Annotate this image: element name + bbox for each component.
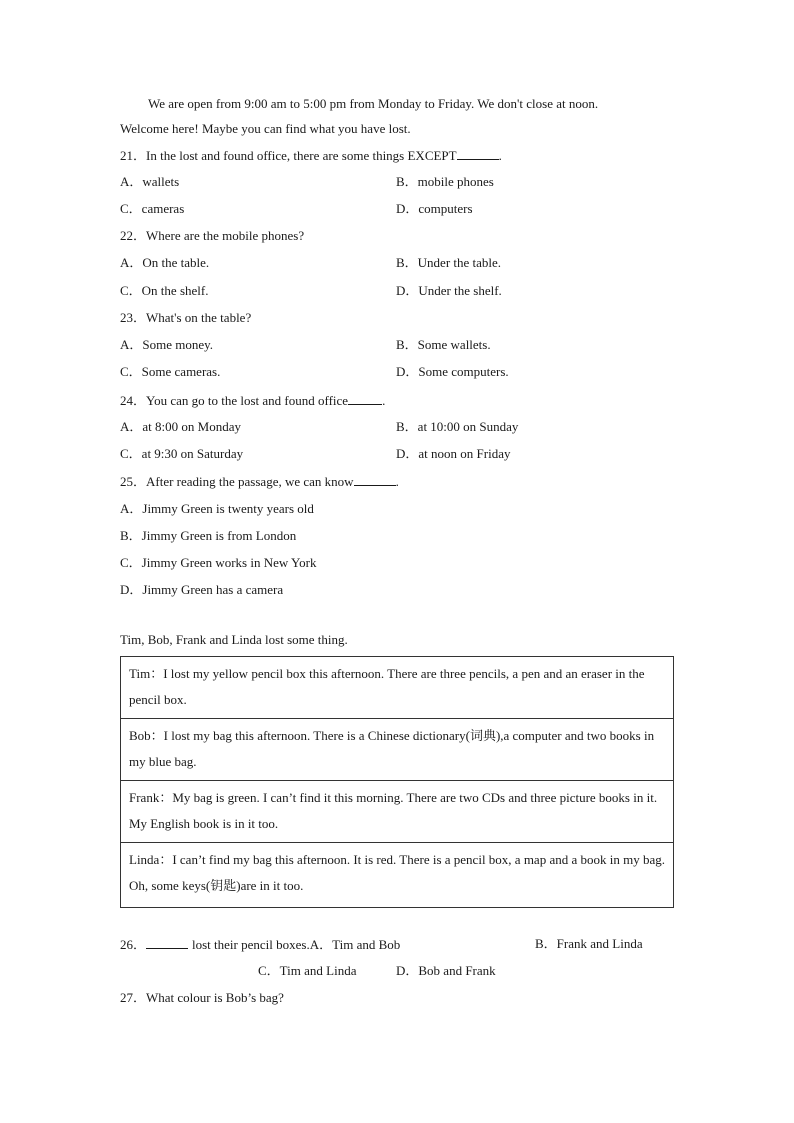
q21-option-a[interactable]: A．wallets	[120, 174, 180, 189]
question-25-stem: 25．After reading the passage, we can know	[120, 474, 354, 489]
notice-linda: Linda：I can’t find my bag this afternoon. It is red. There is a pencil box, a map and a book in my bag. Oh, some keys(钥匙)are in it too.	[121, 843, 674, 908]
question-24	[120, 392, 385, 409]
question-26	[120, 936, 400, 953]
q24-option-b[interactable]: B．at 10:00 on Sunday	[396, 419, 519, 434]
q26-option-b[interactable]: B．Frank and Linda	[535, 936, 643, 951]
notice-row-bob	[121, 719, 674, 781]
q23-option-b[interactable]: B．Some wallets.	[396, 337, 491, 352]
q21-option-c[interactable]: C．cameras	[120, 201, 185, 216]
notice-frank: Frank：My bag is green. I can’t find it this morning. There are two CDs and three picture books in it. My English book is in it too.	[121, 781, 674, 843]
intro-line-2: Welcome here! Maybe you can find what you have lost.	[120, 121, 411, 136]
question-26-stem: lost their pencil boxes.	[192, 937, 310, 952]
q25-option-d[interactable]: D．Jimmy Green has a camera	[120, 582, 284, 597]
q22-option-c[interactable]: C．On the shelf.	[120, 283, 209, 298]
q25-option-b[interactable]: B．Jimmy Green is from London	[120, 528, 297, 543]
question-27: 27．What colour is Bob’s bag?	[120, 990, 284, 1005]
q21-option-d[interactable]: D．computers	[396, 201, 473, 216]
q23-option-a[interactable]: A．Some money.	[120, 337, 214, 352]
notice-bob: Bob：I lost my bag this afternoon. There is a Chinese dictionary(词典),a computer and two books in my blue bag.	[121, 719, 674, 781]
notice-row-tim	[121, 657, 674, 719]
answer-blank-24[interactable]	[348, 392, 382, 405]
question-26-number: 26．	[120, 937, 147, 952]
q22-option-a[interactable]: A．On the table.	[120, 255, 210, 270]
question-21-end: .	[498, 148, 502, 163]
question-24-end: .	[382, 393, 386, 408]
question-25-end: .	[395, 474, 399, 489]
q22-option-d[interactable]: D．Under the shelf.	[396, 283, 502, 298]
question-24-stem: 24．You can go to the lost and found office	[120, 393, 349, 408]
q25-option-a[interactable]: A．Jimmy Green is twenty years old	[120, 501, 314, 516]
answer-blank-25[interactable]	[354, 473, 396, 486]
question-22: 22．Where are the mobile phones?	[120, 228, 305, 243]
notice-tim: Tim：I lost my yellow pencil box this afternoon. There are three pencils, a pen and an eraser in the pencil box.	[121, 657, 674, 719]
answer-blank-21[interactable]	[457, 147, 499, 160]
answer-blank-26[interactable]	[146, 936, 188, 949]
question-25	[120, 473, 399, 490]
question-21-stem: 21．In the lost and found office, there are some things EXCEPT	[120, 148, 457, 163]
q24-option-c[interactable]: C．at 9:30 on Saturday	[120, 446, 244, 461]
section2-intro: Tim, Bob, Frank and Linda lost some thing.	[120, 632, 348, 647]
question-23: 23．What's on the table?	[120, 310, 252, 325]
q23-option-c[interactable]: C．Some cameras.	[120, 364, 221, 379]
notice-row-linda	[121, 843, 674, 908]
q21-option-b[interactable]: B．mobile phones	[396, 174, 494, 189]
q26-option-c[interactable]: C．Tim and Linda	[258, 963, 357, 978]
q22-option-b[interactable]: B．Under the table.	[396, 255, 502, 270]
notice-row-frank	[121, 781, 674, 843]
q23-option-d[interactable]: D．Some computers.	[396, 364, 509, 379]
q24-option-a[interactable]: A．at 8:00 on Monday	[120, 419, 241, 434]
q24-option-d[interactable]: D．at noon on Friday	[396, 446, 511, 461]
question-21	[120, 147, 502, 164]
q26-option-d[interactable]: D．Bob and Frank	[396, 963, 496, 978]
lost-notices-table	[120, 656, 674, 908]
q26-option-a[interactable]: A．Tim and Bob	[309, 937, 401, 952]
q25-option-c[interactable]: C．Jimmy Green works in New York	[120, 555, 317, 570]
intro-line-1: We are open from 9:00 am to 5:00 pm from Monday to Friday. We don't close at noon.	[148, 96, 599, 111]
